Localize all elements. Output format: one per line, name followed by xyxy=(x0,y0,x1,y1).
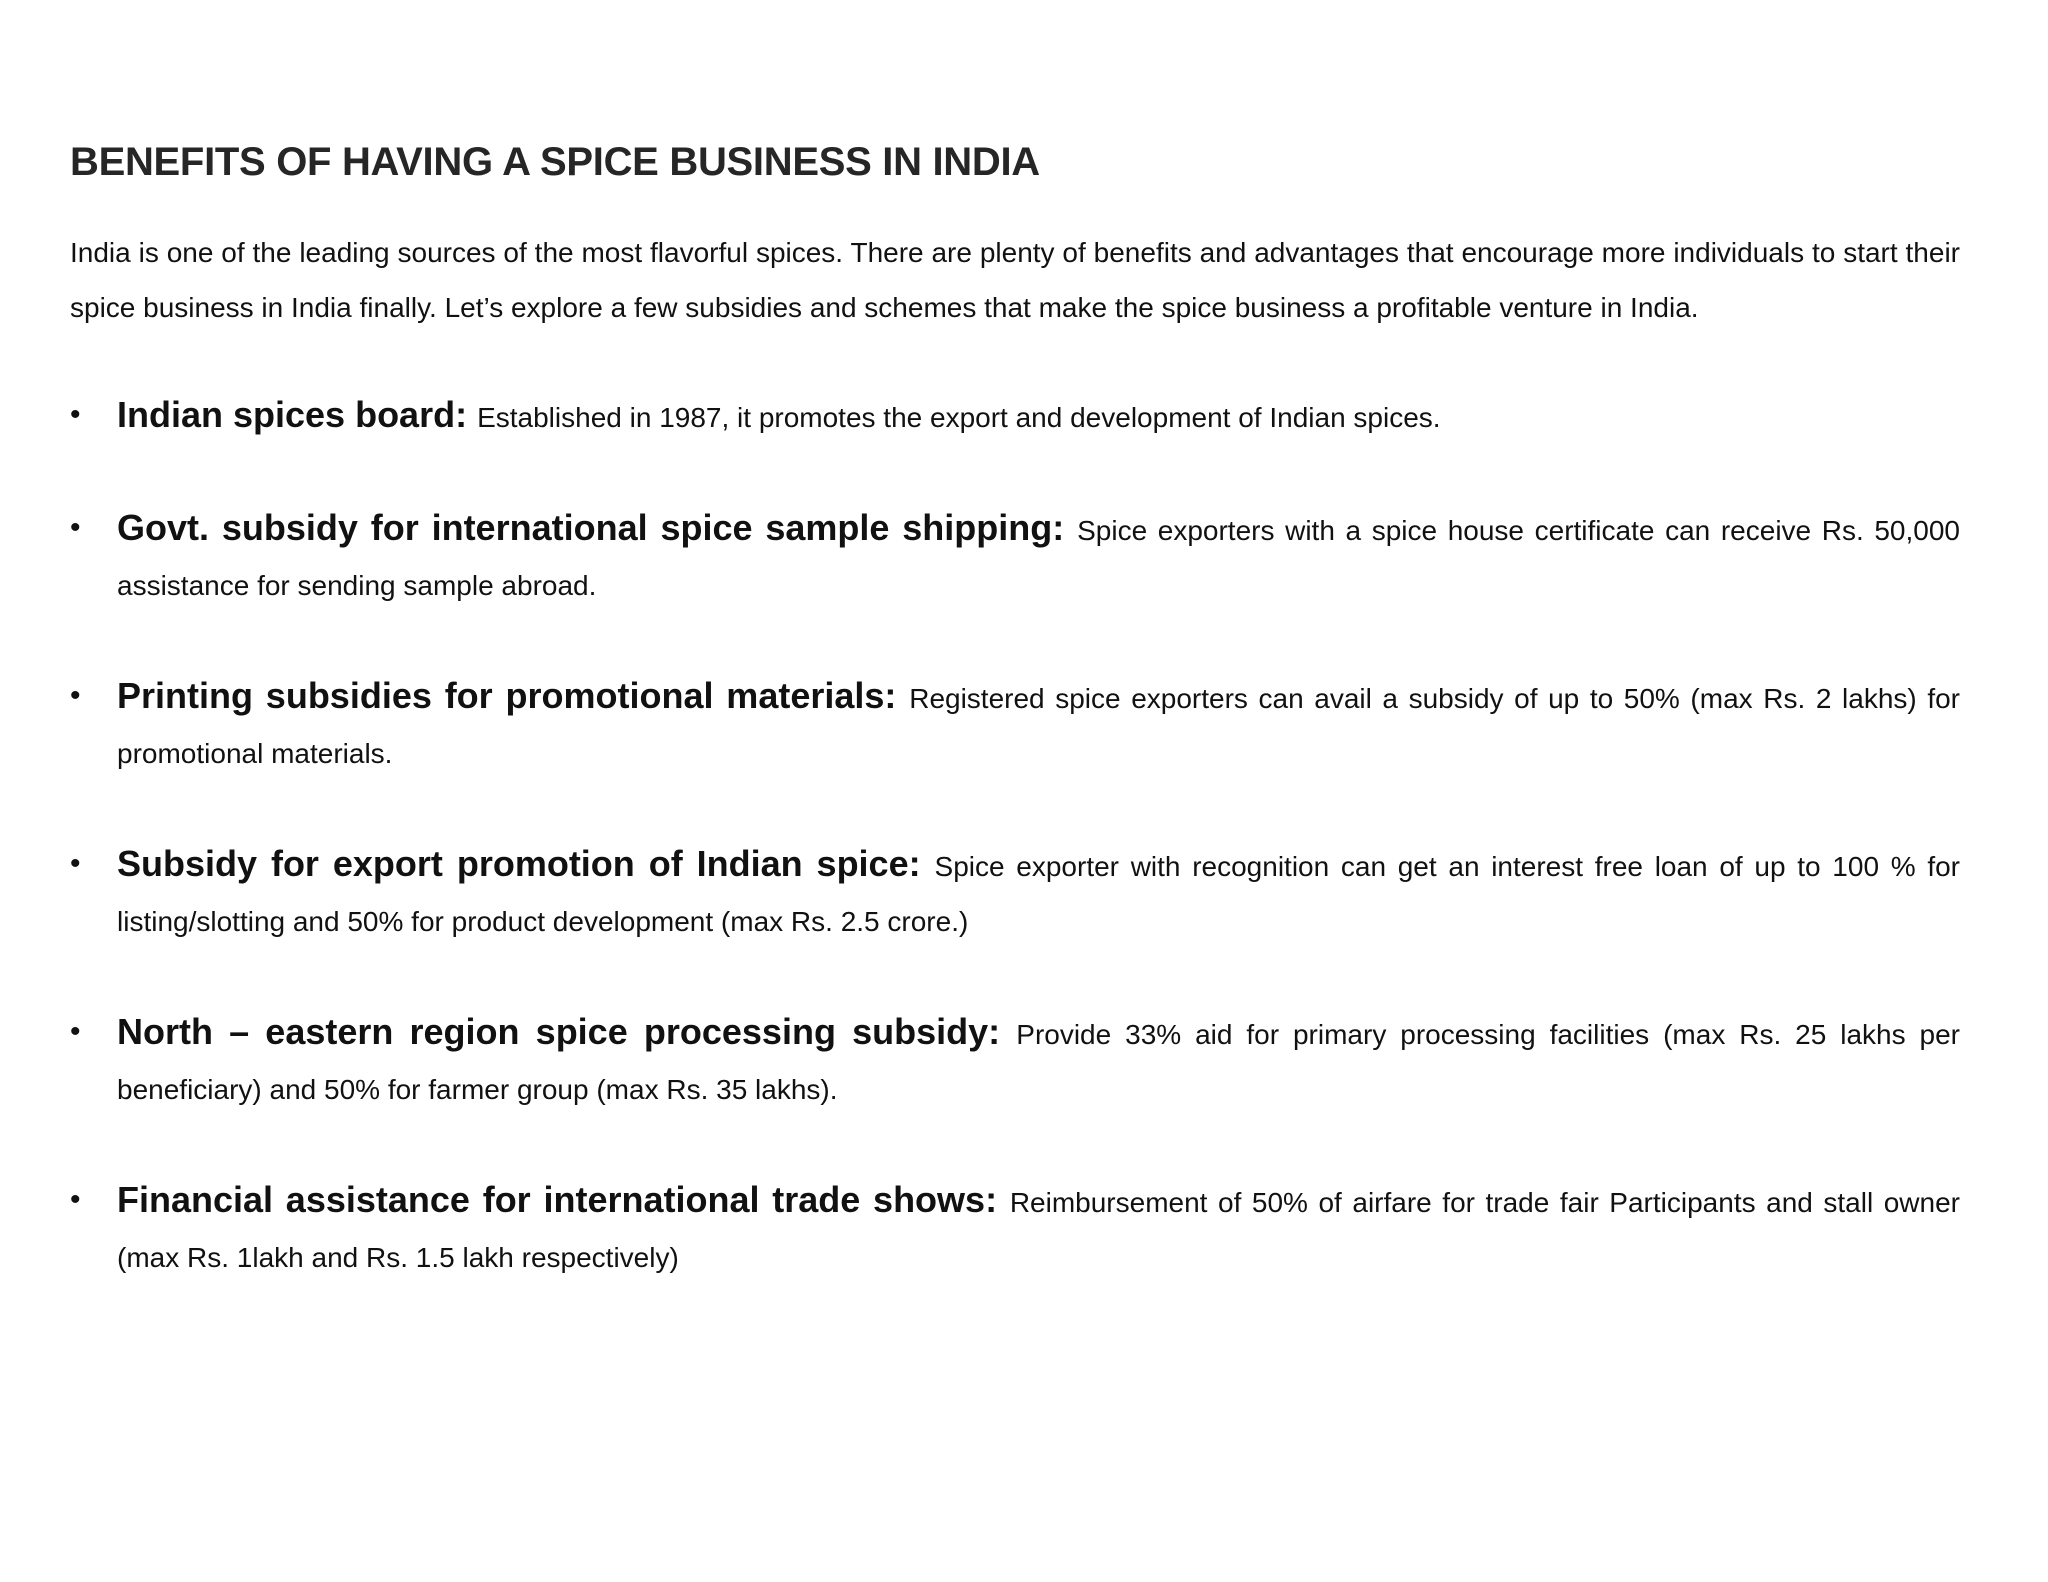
bullet-icon: • xyxy=(70,511,81,544)
item-title: Subsidy for export promotion of Indian spice: xyxy=(117,843,935,884)
list-item xyxy=(70,1004,1960,1117)
bullet-icon: • xyxy=(70,1015,81,1048)
bullet-icon: • xyxy=(70,847,81,880)
item-title: Printing subsidies for promotional materials: xyxy=(117,675,910,716)
item-title: Indian spices board: xyxy=(117,394,478,435)
document-page xyxy=(70,140,1960,1340)
list-item xyxy=(70,1172,1960,1285)
item-text: Spice exporter with recognition can get an interest free loan of up to 100 % for listing/slotting and 50% for product development (max Rs. 2.5 crore.) xyxy=(117,851,1961,937)
item-text: Provide 33% aid for primary processing facilities (max Rs. 25 lakhs per beneficiary) and 50% for farmer group (max Rs. 35 lakhs). xyxy=(117,1019,1961,1105)
item-text: Established in 1987, it promotes the export and development of Indian spices. xyxy=(477,402,1441,433)
list-item xyxy=(70,500,1960,613)
item-text: Reimbursement of 50% of airfare for trade fair Participants and stall owner (max Rs. 1lakh and Rs. 1.5 lakh respectively) xyxy=(117,1187,1961,1273)
bullet-icon: • xyxy=(70,1183,81,1216)
item-title: North – eastern region spice processing subsidy: xyxy=(117,1011,1017,1052)
intro-paragraph: India is one of the leading sources of the most flavorful spices. There are plenty of benefits and advantages that encourage more individuals to start their spice business in India finally. Let’s explore a few subsidies and schemes that make the spice business a profitable venture in India. xyxy=(70,237,1960,323)
list-item xyxy=(70,668,1960,781)
list-item xyxy=(70,387,1960,445)
item-title: Govt. subsidy for international spice sample shipping: xyxy=(117,507,1078,548)
item-text: Registered spice exporters can avail a subsidy of up to 50% (max Rs. 2 lakhs) for promotional materials. xyxy=(117,683,1960,769)
page-title: BENEFITS OF HAVING A SPICE BUSINESS IN INDIA xyxy=(70,140,1040,184)
item-text: Spice exporters with a spice house certificate can receive Rs. 50,000 assistance for sending sample abroad. xyxy=(117,515,1961,601)
bullet-icon: • xyxy=(70,398,81,431)
bullet-icon: • xyxy=(70,679,81,712)
list-item xyxy=(70,836,1960,949)
item-title: Financial assistance for international trade shows: xyxy=(117,1179,1010,1220)
benefits-list xyxy=(70,387,1960,1285)
